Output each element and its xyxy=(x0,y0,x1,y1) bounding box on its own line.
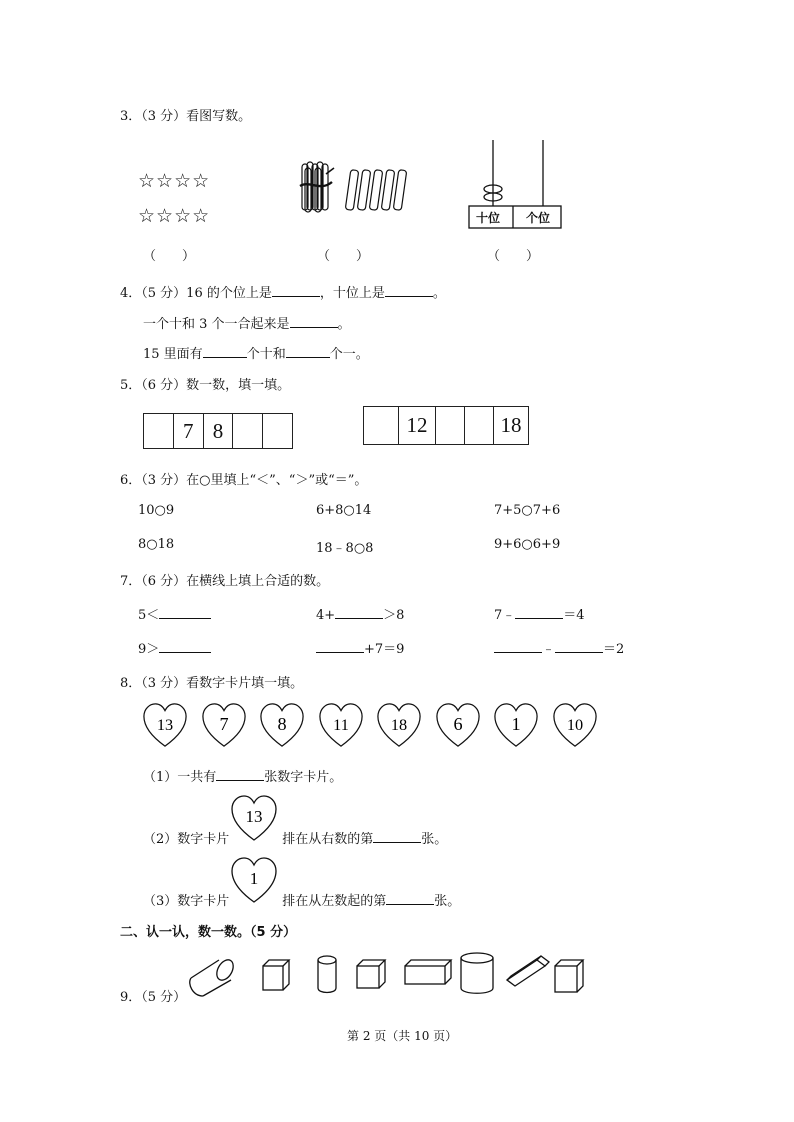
blank-input[interactable] xyxy=(216,768,264,781)
number-sequence-box-2 xyxy=(363,406,529,445)
abacus-tens-label: 十位 xyxy=(476,211,501,225)
compare-item[interactable]: 8○18 xyxy=(138,537,175,552)
q8-sub3-text: （3）数字卡片 xyxy=(143,894,230,909)
heart-card-4 xyxy=(376,702,422,748)
q8-sub-1 xyxy=(143,766,342,785)
heart-card-7 xyxy=(552,702,598,748)
blank-input[interactable] xyxy=(335,606,383,619)
blank-input[interactable] xyxy=(159,606,211,619)
heart-card-3 xyxy=(318,702,364,748)
q4-line-1 xyxy=(120,282,446,301)
fill-text: +7＝9 xyxy=(364,642,405,657)
sequence-cell[interactable] xyxy=(263,414,292,448)
q8-sub3-end: 张。 xyxy=(434,894,461,909)
answer-paren-1: （ ） xyxy=(143,249,196,264)
heart-card-2 xyxy=(259,702,305,748)
q7-title: 7．（6 分）在横线上填上合适的数。 xyxy=(120,574,330,589)
sequence-cell[interactable] xyxy=(144,414,174,448)
fill-text: 9＞ xyxy=(138,642,160,657)
fill-item xyxy=(138,638,211,657)
sequence-cell: 12 xyxy=(399,407,436,444)
sequence-cell[interactable] xyxy=(233,414,263,448)
q4-line3-mid: 个十和 xyxy=(246,347,286,362)
q8-sub1-text: （1）一共有 xyxy=(143,770,217,785)
q8-sub-2 xyxy=(143,828,447,847)
heart-card-number: 11 xyxy=(332,714,349,734)
sequence-cell[interactable] xyxy=(465,407,494,444)
heart-card-icon xyxy=(230,794,278,842)
solid-shapes-icon xyxy=(185,950,595,1000)
q4-text-b: ，十位上是 xyxy=(319,286,385,301)
sequence-cell: 18 xyxy=(500,413,522,437)
compare-item[interactable]: 10○9 xyxy=(138,503,175,518)
q8-sub1-end: 张数字卡片。 xyxy=(264,770,343,785)
fill-text: ＝4 xyxy=(563,608,585,623)
cylinder-icon xyxy=(461,953,493,993)
blank-input[interactable] xyxy=(494,640,542,653)
heart-card-number: 18 xyxy=(390,714,408,734)
heart-card-1 xyxy=(201,702,247,748)
star-row-2: ☆☆☆☆ xyxy=(138,205,211,227)
q8-sub-3 xyxy=(143,890,460,909)
page-footer: 第 2 页（共 10 页） xyxy=(347,1029,458,1043)
q8-sub2-text: （2）数字卡片 xyxy=(143,832,230,847)
answer-paren-2: （ ） xyxy=(317,249,370,264)
blank-input[interactable] xyxy=(515,606,563,619)
cylinder-lying-icon xyxy=(190,957,237,996)
fill-text: ＞8 xyxy=(383,608,405,623)
cube-icon xyxy=(263,960,289,990)
heart-card-number: 7 xyxy=(218,713,229,734)
fill-item xyxy=(494,638,624,657)
q3-title: 3．（3 分）看图写数。 xyxy=(120,109,252,124)
cuboid-icon xyxy=(507,956,549,986)
q4-line2-text: 一个十和 3 个一合起来是 xyxy=(143,317,290,332)
cuboid-icon xyxy=(405,960,451,984)
cube-icon xyxy=(555,960,583,992)
cylinder-icon xyxy=(318,956,336,993)
heart-card-0 xyxy=(142,702,188,748)
q8-title: 8．（3 分）看数字卡片填一填。 xyxy=(120,676,304,691)
fill-text: ﹣ xyxy=(542,642,556,657)
heart-card-icon xyxy=(230,856,278,904)
number-sequence-box-1 xyxy=(143,413,293,449)
fill-text: 4+ xyxy=(316,608,336,623)
heart-card-number: 1 xyxy=(511,713,521,734)
fill-text: ＝2 xyxy=(603,642,625,657)
fill-item xyxy=(316,604,404,623)
q4-line-2 xyxy=(143,313,351,332)
blank-input[interactable] xyxy=(316,640,364,653)
q6-title: 6．（3 分）在○里填上“＜”、“＞”或“＝”。 xyxy=(120,473,368,488)
blank-input[interactable] xyxy=(286,345,330,358)
compare-item[interactable]: 7+5○7+6 xyxy=(494,503,561,518)
heart-card-number: 10 xyxy=(566,714,583,734)
fill-item xyxy=(138,604,211,623)
blank-input[interactable] xyxy=(555,640,603,653)
heart-card-number: 13 xyxy=(156,714,174,734)
heart-card-number: 8 xyxy=(277,713,287,734)
fill-item xyxy=(494,604,585,623)
blank-input[interactable] xyxy=(385,284,433,297)
sequence-cell: 7 xyxy=(174,414,204,448)
compare-item[interactable]: 18﹣8○8 xyxy=(316,541,374,556)
compare-item[interactable]: 9+6○6+9 xyxy=(494,537,561,552)
q4-line2-end: 。 xyxy=(337,317,351,332)
q4-line-3 xyxy=(143,343,369,362)
blank-input[interactable] xyxy=(290,315,338,328)
fill-text: 7﹣ xyxy=(494,608,516,623)
q8-sub3-mid: 排在从左数起的第 xyxy=(282,894,387,909)
sequence-cell[interactable] xyxy=(364,407,399,444)
section-2-title: 二、认一认，数一数。（5 分） xyxy=(120,925,297,940)
fill-item xyxy=(316,638,404,657)
blank-input[interactable] xyxy=(159,640,211,653)
q9-title: 9．（5 分） xyxy=(120,990,187,1005)
heart-card-number: 1 xyxy=(249,869,259,888)
blank-input[interactable] xyxy=(386,892,434,905)
q4-line3-end: 个一。 xyxy=(329,347,369,362)
heart-card-6 xyxy=(493,702,539,748)
blank-input[interactable] xyxy=(272,284,320,297)
compare-item[interactable]: 6+8○14 xyxy=(316,503,372,518)
star-row-1: ☆☆☆☆ xyxy=(138,170,211,192)
q8-sub2-mid: 排在从右数的第 xyxy=(282,832,374,847)
fill-text: 5＜ xyxy=(138,608,160,623)
q4-text-c: 。 xyxy=(432,286,446,301)
q5-title: 5．（6 分）数一数，填一填。 xyxy=(120,378,291,393)
heart-card-number: 13 xyxy=(245,807,263,826)
sequence-cell: 8 xyxy=(204,414,234,448)
q8-sub2-end: 张。 xyxy=(421,832,448,847)
heart-card-5 xyxy=(435,702,481,748)
blank-input[interactable] xyxy=(373,830,421,843)
sticks-bundle-icon xyxy=(296,160,408,216)
q4-line3-text: 15 里面有 xyxy=(143,347,203,362)
cube-icon xyxy=(357,960,385,988)
sequence-cell[interactable] xyxy=(436,407,465,444)
blank-input[interactable] xyxy=(203,345,247,358)
q4-text-a: 4．（5 分）16 的个位上是 xyxy=(120,286,272,301)
abacus-ones-label: 个位 xyxy=(526,211,551,225)
heart-card-number: 6 xyxy=(452,713,463,734)
answer-paren-3: （ ） xyxy=(487,249,540,264)
